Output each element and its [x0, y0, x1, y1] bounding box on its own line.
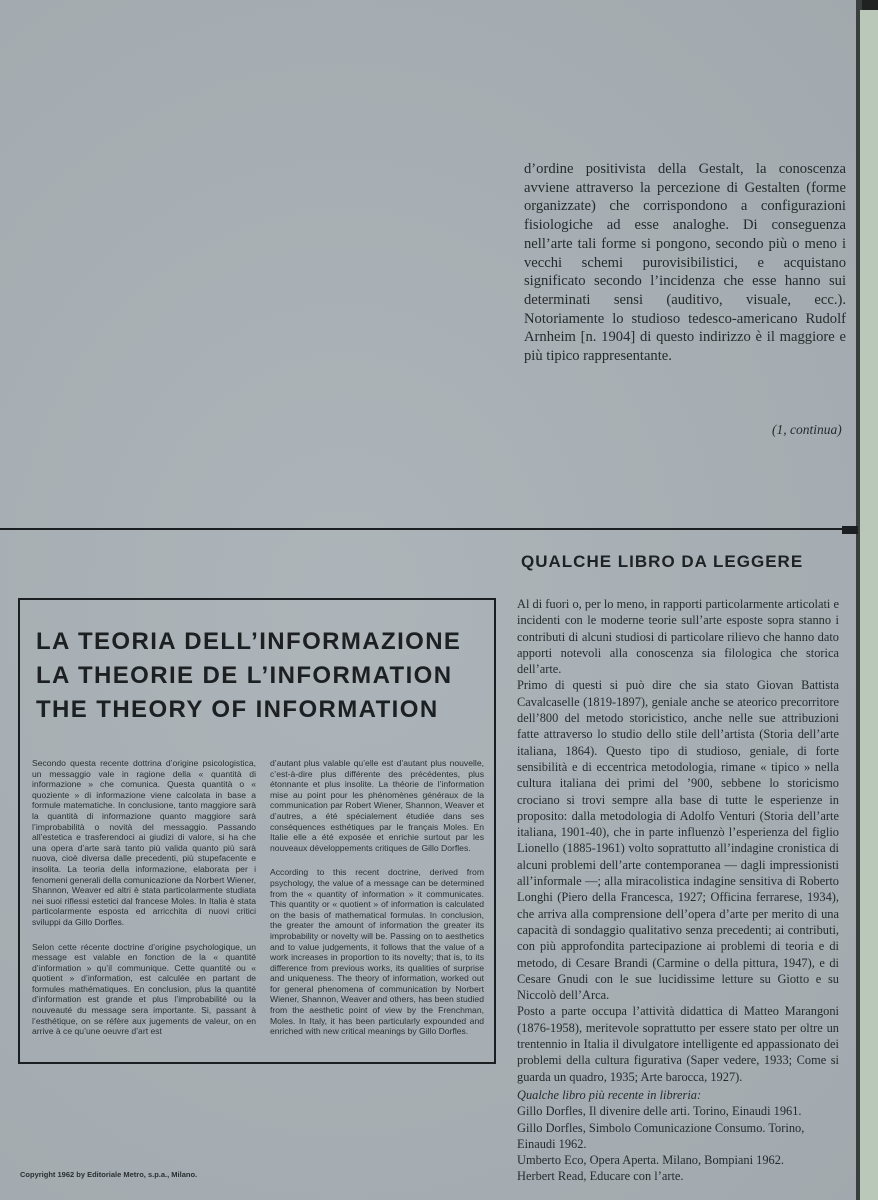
books-paragraph-2: Primo di questi si può dire che sia stato Giovan Battista Cavalcaselle (1819-1897), geniale anche se ateorico precorritore dell’800 del metodo storicistico, anche nelle sue attribuzioni fatte attraverso lo studio dello stile dell’artista (Storia dell’arte italiana, 1864). Questo tipo di studioso, geniale, di forte sensibilità e di eccentrica metodologia, rimane « tipico » nella cultura italiana dei primi del ’900, sebbene lo storicismo crociano si trovi sempre alla base di tutte le esperienze in proposito: dalla metodologia di Adolfo Venturi (Storia dell’arte italiana, 1901-40), che in parte influenzò l’esperienza del figlio Lionello (1885-1961) volto soprattutto all’indagine cronistica di alcuni problemi dell’arte contemporanea — dagli impressionisti all’informale —; alla miracolistica indagine sensitiva di Roberto Longhi (Piero della Francesca, 1927; Officina ferrarese, 1934), che arriva alla comprensione dell’opera d’arte per merito di una capacità di sondaggio qualitativo senza precedenti; ai contributi, con più approfondita partecipazione ai problemi di teoria e di metodo, di Cesare Brandi (Carmine o della pittura, 1947), e di Cesare Gnudi con le sue lucidissime letture su Giotto e su Niccolò dell’Arca. [517, 678, 839, 1003]
book-entry: Umberto Eco, Opera Aperta. Milano, Bompiani 1962. [517, 1153, 785, 1168]
continua-note: (1, continua) [772, 422, 842, 437]
box-title-italian: LA TEORIA DELL’INFORMAZIONE [36, 628, 462, 655]
box-english-text: According to this recent doctrine, derived from psychology, the value of a message can be determined from the « quantity of information » it communicates. This quantity or « quotient » of information is calculated on the basis of mathematical formulas. In conclusion, the greater the amount of information the greater its improbability or novelty will be. Passing on to aesthetics and to value judgements, it follows that the value of a work increases in proportion to its novelty; that is, to its difference from previous works, its qualities of surprise and uniqueness. The theory of information, worked out for general phenomena of communication by Norbert Wiener, Shannon, Weaver and others, has been studied from the aesthetic point of view by the Frenchman, Moles. In Italy, it has been particularly expounded and enriched with new critical meanings by Gillo Dorfles. [270, 867, 484, 1037]
books-section-title: QUALCHE LIBRO DA LEGGERE [521, 552, 804, 571]
box-french-text-2: d’autant plus valable qu’elle est d’autant plus nouvelle, c’est-à-dire plus différente des précédentes, plus étonnante et plus insolite. La théorie de l’information mise au point pour les phénomènes généraux de la communication par Robert Wiener, Shannon, Weaver et d’autres, a été spécialement étudiée dans ses conséquences esthétiques par le français Moles. En Italie elle a été exposée et enrichie surtout par les nouveaux développements critiques de Gillo Dorfles. [270, 758, 484, 853]
book-entry: Herbert Read, Educare con l’arte. [517, 1169, 684, 1184]
books-section-text [517, 596, 839, 1185]
books-paragraph-3: Posto a parte occupa l’attività didattica di Matteo Marangoni (1876-1958), meritevole soprattutto per essere stato per oltre un trentennio in Italia il divulgatore intelligente ed appassionato dei problemi della cultura figurativa (Saper vedere, 1933; Come si guarda un quadro, 1935; Arte barocca, 1927). [517, 1004, 839, 1084]
book-entry: Gillo Dorfles, Il divenire delle arti. Torino, Einaudi 1961. [517, 1104, 802, 1119]
box-right-column [270, 758, 484, 1048]
book-entry: Gillo Dorfles, Simbolo Comunicazione Consumo. Torino, Einaudi 1962. [517, 1120, 805, 1151]
recent-books-heading: Qualche libro più recente in libreria: [517, 1087, 702, 1102]
next-page-edge [860, 10, 878, 1200]
books-paragraph-1: Al di fuori o, per lo meno, in rapporti particolarmente articolati e incidenti con le moderne teorie sull’arte esposte sopra stanno i contributi di alcuni studiosi di particolare rilievo che hanno dato apporti notevoli alla conoscenza sia filologica che storica dell’arte. [517, 597, 839, 677]
box-left-column [32, 758, 256, 1048]
box-title-english: THE THEORY OF INFORMATION [36, 696, 439, 723]
divider-notch [842, 526, 858, 534]
top-paragraph: d’ordine positivista della Gestalt, la conoscenza avviene attraverso la percezione di Gestalten (forme organizzate) che corrispondono a configurazioni fisiologiche ad esse analoghe. Di conseguenza nell’arte tali forme si pongono, secondo più o meno i vecchi schemi purovisibilistici, e acquistano significato secondo l’incidenza che esse hanno sui determinati sensi (auditivo, visuale, ecc.). Notoriamente lo studioso tedesco-americano Rudolf Arnheim [n. 1904] di questo indirizzo è il maggiore e più tipico rappresentante. [524, 161, 846, 365]
box-italian-text: Secondo questa recente dottrina d’origine psicologistica, un messaggio vale in ragione della « quantità di informazione » che comunica. Questa quantità o « quoziente » di informazione viene calcolata in base a formule matematiche. In conclusione, tanto maggiore sarà la quantità di informazione quanto maggiore sarà l’improbabilità o novità del messaggio. Passando all’estetica e trasferendoci ai giudizi di valore, si ha che una opera d’arte sarà tanto più valida quanto più sarà nuova, cioè diversa dalle precedenti, più stupefacente e insolita. La teoria della informazione, elaborata per i fenomeni generali della comunicazione da Norbert Wiener, Shannon, Weaver ed altri è stata particolarmente studiata nei suoi riflessi estetici dal francese Moles. In Italia è stata particolarmente esposta ed arricchita di nuovi critici sviluppi da Gillo Dorfles. [32, 758, 256, 927]
section-divider [0, 528, 858, 530]
box-french-text-1: Selon cette récente doctrine d’origine psychologique, un message est valable en fonction de la « quantité d’information » qu’il communique. Cette quantité ou « quotient » d’information, est calculée en partant de formules mathématiques. En conclusion, plus la quantité d’information est grande et plus l’improbabilité ou la nouveauté du message sera importante. Si, passant à l’esthétique, on se réfère aux jugements de valeur, on en arrive à ce qu’une oeuvre d’art est [32, 941, 256, 1037]
box-title-french: LA THEORIE DE L’INFORMATION [36, 662, 453, 689]
copyright-line: Copyright 1962 by Editoriale Metro, s.p.a., Milano. [20, 1170, 198, 1179]
